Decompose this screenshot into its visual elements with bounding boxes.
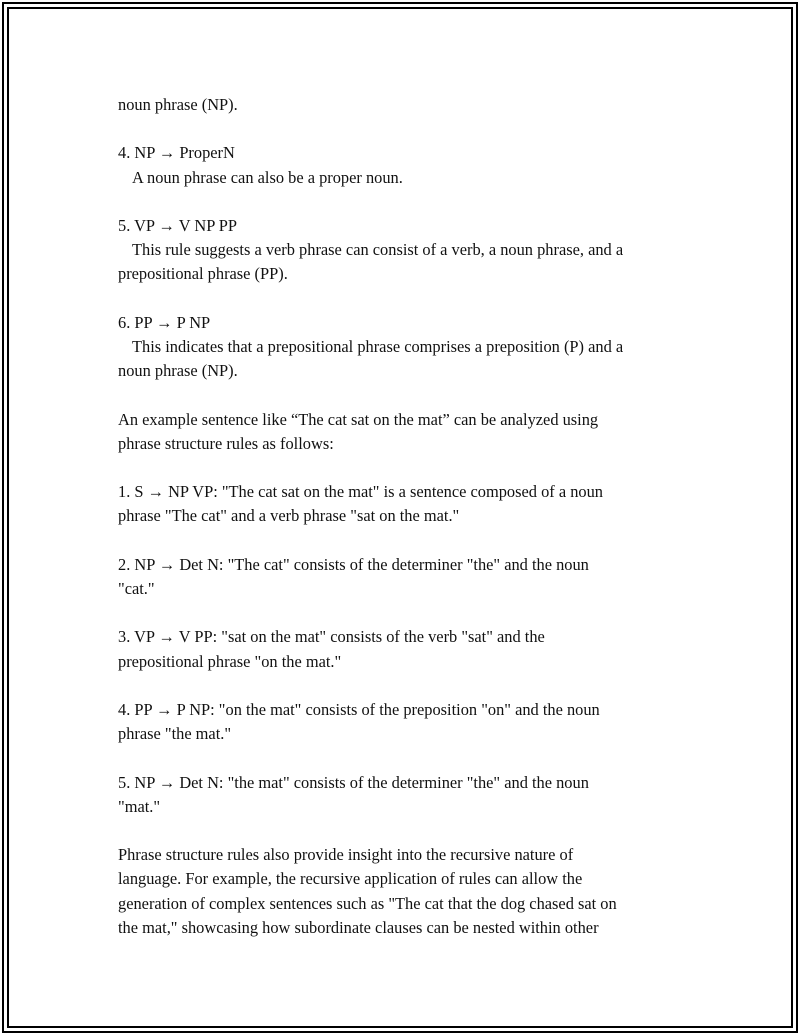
rule-5-description-line-2: prepositional phrase (PP). <box>118 264 288 284</box>
example-step-1 <box>118 480 718 528</box>
example-step-5-line-1: 5. NP → Det N: "the mat" consists of the determiner "the" and the noun <box>118 772 589 792</box>
example-step-5-line-2: "mat." <box>118 796 161 816</box>
example-step-1-line-1: 1. S → NP VP: "The cat sat on the mat" is a sentence composed of a noun <box>118 482 603 502</box>
example-step-2-line-2: "cat." <box>118 578 155 598</box>
document-body <box>118 93 718 964</box>
example-intro <box>118 408 718 456</box>
intro-tail-line: noun phrase (NP). <box>118 95 238 114</box>
rule-6 <box>118 311 718 384</box>
rule-6-description-line-1: This indicates that a prepositional phrase comprises a preposition (P) and a <box>132 336 624 356</box>
example-step-4-line-2: phrase "the mat." <box>118 724 232 744</box>
rule-4-description: A noun phrase can also be a proper noun. <box>132 167 403 187</box>
rule-4-heading: 4. NP → ProperN <box>118 143 235 163</box>
example-step-3-line-1: 3. VP → V PP: "sat on the mat" consists of the verb "sat" and the <box>118 627 545 647</box>
rule-6-description-line-2: noun phrase (NP). <box>118 361 238 381</box>
closing-paragraph <box>118 843 718 940</box>
rule-5-description-line-1: This rule suggests a verb phrase can consist of a verb, a noun phrase, and a <box>132 240 624 260</box>
example-step-4-line-1: 4. PP → P NP: "on the mat" consists of the preposition "on" and the noun <box>118 699 600 719</box>
rule-5 <box>118 214 718 287</box>
rule-6-heading: 6. PP → P NP <box>118 312 211 332</box>
example-step-2-line-1: 2. NP → Det N: "The cat" consists of the determiner "the" and the noun <box>118 554 589 574</box>
example-step-5 <box>118 771 718 819</box>
example-step-4 <box>118 698 718 746</box>
closing-line-1: Phrase structure rules also provide insight into the recursive nature of <box>118 845 574 865</box>
closing-line-2: language. For example, the recursive application of rules can allow the <box>118 869 583 889</box>
example-intro-line-2: phrase structure rules as follows: <box>118 433 334 453</box>
rule-4 <box>118 141 718 189</box>
example-step-2 <box>118 553 718 601</box>
rule-5-heading: 5. VP → V NP PP <box>118 215 238 235</box>
closing-line-3: generation of complex sentences such as "The cat that the dog chased sat on <box>118 893 617 913</box>
example-step-3-line-2: prepositional phrase "on the mat." <box>118 651 342 671</box>
intro-fragment <box>118 93 718 117</box>
closing-line-4: the mat," showcasing how subordinate clauses can be nested within other <box>118 917 599 937</box>
example-step-1-line-2: phrase "The cat" and a verb phrase "sat on the mat." <box>118 506 460 526</box>
example-intro-line-1: An example sentence like “The cat sat on the mat” can be analyzed using <box>118 409 599 429</box>
example-step-3 <box>118 625 718 673</box>
